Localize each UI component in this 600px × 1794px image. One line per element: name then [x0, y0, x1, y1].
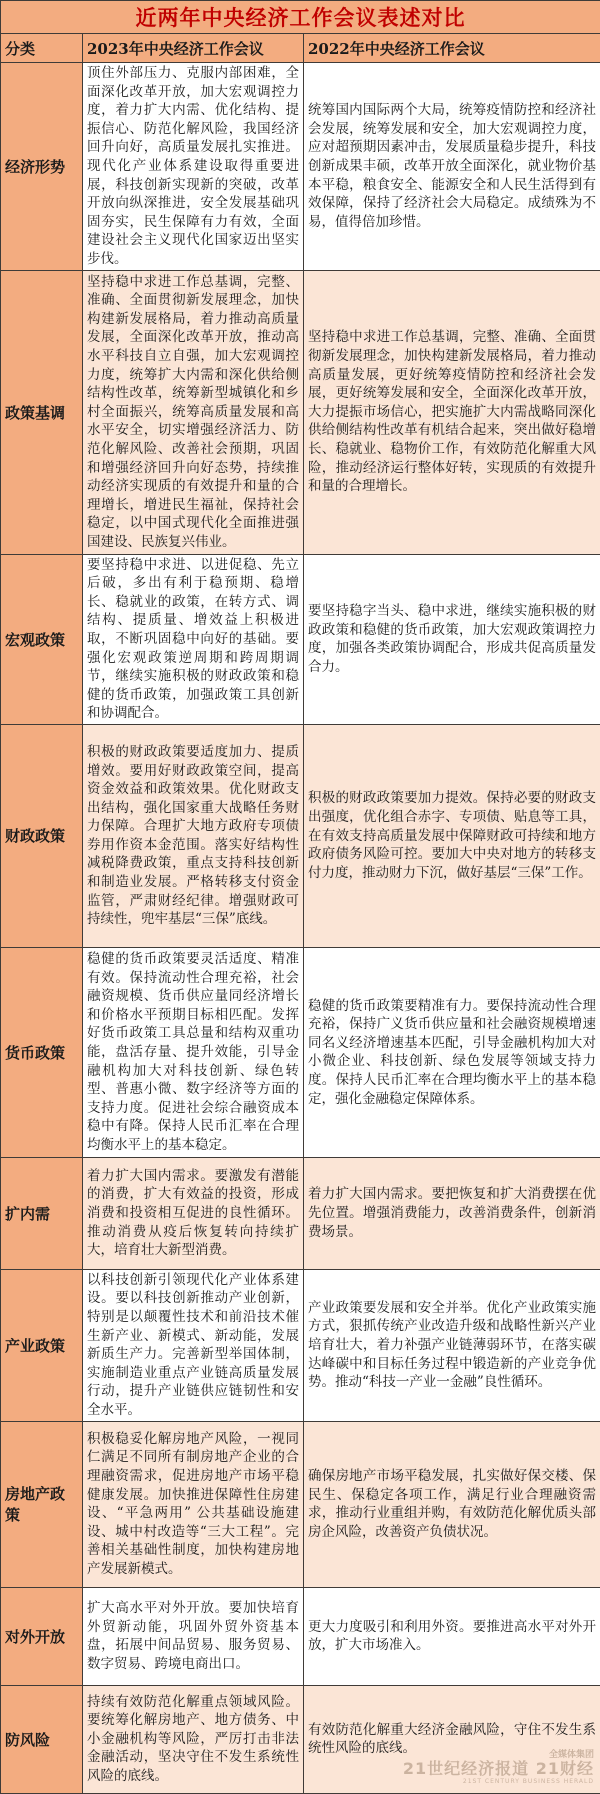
cell-fiscal-policy-2022: 积极的财政政策要加力提效。保持必要的财政支出强度，优化组合赤字、专项债、贴息等工具，在有效支持高质量发展中保障财政可持续和地方政府债务风险可控。要加大中央对地方的转移支付力度，推动财力下沉，做好基层“三保”工作。 — [304, 724, 600, 947]
watermark-brand: 21世纪经济报道 21财经 — [403, 1760, 594, 1778]
cell-macro-policy-2023: 要坚持稳中求进、以进促稳、先立后破，多出有利于稳预期、稳增长、稳就业的政策，在转方式、调结构、提质量、增效益上积极进取，不断巩固稳中向好的基础。要强化宏观政策逆周期和跨周期调节，继续实施积极的财政政策和稳健的货币政策，加强政策工具创新和协调配合。 — [83, 554, 304, 724]
header-category: 分类 — [1, 34, 83, 63]
category-economic-situation: 经济形势 — [1, 63, 83, 271]
category-opening-up: 对外开放 — [1, 1587, 83, 1685]
cell-industrial-policy-2023: 以科技创新引领现代化产业体系建设。要以科技创新推动产业创新，特别是以颠覆性技术和前沿技术催生新产业、新模式、新动能，发展新质生产力。完善新型举国体制，实施制造业重点产业链高质量发展行动，提升产业链供应链韧性和安全水平。 — [83, 1269, 304, 1421]
cell-policy-tone-2023: 坚持稳中求进工作总基调，完整、准确、全面贯彻新发展理念，加快构建新发展格局，着力推动高质量发展，全面深化改革开放，推动高水平科技自立自强，加大宏观调控力度，统筹扩大内需和深化供给侧结构性改革，统筹新型城镇化和乡村全面振兴，统筹高质量发展和高水平安全，切实增强经济活力、防范化解风险、改善社会预期，巩固和增强经济回升向好态势，持续推动经济实现质的有效提升和量的合理增长，增进民生福祉，保持社会稳定，以中国式现代化全面推进强国建设、民族复兴伟业。 — [83, 270, 304, 554]
category-real-estate-policy: 房地产政策 — [1, 1421, 83, 1587]
row-real-estate-policy — [1, 1421, 600, 1587]
cell-macro-policy-2022: 要坚持稳字当头、稳中求进，继续实施积极的财政政策和稳健的货币政策，加大宏观政策调控力度，加强各类政策协调配合，形成共促高质量发合力。 — [304, 554, 600, 724]
watermark-brand-english: 21ST CENTURY BUSINESS HERALD — [403, 1779, 594, 1786]
row-macro-policy — [1, 554, 600, 724]
cell-real-estate-policy-2023: 积极稳妥化解房地产风险，一视同仁满足不同所有制房地产企业的合理融资需求，促进房地产市场平稳健康发展。加快推进保障性住房建设、“平急两用” 公共基础设施建设、城中村改造等“三大工程”。完善相关基础性制度，加快构建房地产发展新模式。 — [83, 1421, 304, 1587]
category-macro-policy: 宏观政策 — [1, 554, 83, 724]
category-monetary-policy: 货币政策 — [1, 947, 83, 1157]
cell-industrial-policy-2022: 产业政策要发展和安全并举。优化产业政策实施方式，狠抓传统产业改造升级和战略性新兴产业培育壮大，着力补强产业链薄弱环节，在落实碳达峰碳中和目标任务过程中锻造新的产业竞争优势。推动“科技一产业一金融”良性循环。 — [304, 1269, 600, 1421]
cell-opening-up-2022: 更大力度吸引和利用外资。要推进高水平对外开放，扩大市场准入。 — [304, 1587, 600, 1685]
row-policy-tone — [1, 270, 600, 554]
header-2023: 2023年中央经济工作会议 — [83, 34, 304, 63]
watermark-group-label: 全媒体集团 — [403, 1750, 594, 1760]
category-industrial-policy: 产业政策 — [1, 1269, 83, 1421]
category-risk-prevention: 防风险 — [1, 1685, 83, 1793]
category-fiscal-policy: 财政政策 — [1, 724, 83, 947]
category-expand-domestic-demand: 扩内需 — [1, 1157, 83, 1269]
title-row — [1, 1, 600, 34]
row-monetary-policy — [1, 947, 600, 1157]
header-row — [1, 34, 600, 63]
cell-monetary-policy-2023: 稳健的货币政策要灵活适度、精准有效。保持流动性合理充裕，社会融资规模、货币供应量同经济增长和价格水平预期目标相匹配。发挥好货币政策工具总量和结构双重功能，盘活存量、提升效能，引导金融机构加大对科技创新、绿色转型、普惠小微、数字经济等方面的支持力度。促进社会综合融资成本稳中有降。保持人民币汇率在合理均衡水平上的基本稳定。 — [83, 947, 304, 1157]
page-title: 近两年中央经济工作会议表述对比 — [1, 1, 600, 34]
category-policy-tone: 政策基调 — [1, 270, 83, 554]
cell-economic-situation-2023: 顶住外部压力、克服内部困难，全面深化改革开放，加大宏观调控力度，着力扩大内需、优化结构、提振信心、防范化解风险，我国经济回升向好，高质量发展扎实推进。现代化产业体系建设取得重要进展，科技创新实现新的突破，改革开放向纵深推进，安全发展基础巩固夯实，民生保障有力有效，全面建设社会主义现代化国家迈出坚实步伐。 — [83, 63, 304, 271]
cell-monetary-policy-2022: 稳健的货币政策要精准有力。要保持流动性合理充裕，保持广义货币供应量和社会融资规模增速同名义经济增速基本匹配，引导金融机构加大对小微企业、科技创新、绿色发展等领域支持力度。保持人民币汇率在合理均衡水平上的基本稳定，强化金融稳定保障体系。 — [304, 947, 600, 1157]
cell-expand-domestic-demand-2022: 着力扩大国内需求。要把恢复和扩大消费摆在优先位置。增强消费能力，改善消费条件，创新消费场景。 — [304, 1157, 600, 1269]
cell-policy-tone-2022: 坚持稳中求进工作总基调，完整、准确、全面贯彻新发展理念，加快构建新发展格局，着力推动高质量发展，更好统筹疫情防控和经济社会发展，更好统筹发展和安全，全面深化改革开放，大力提振市场信心，把实施扩大内需战略同深化供给侧结构性改革有机结合起来，突出做好稳增长、稳就业、稳物价工作，有效防范化解重大风险，推动经济运行整体好转，实现质的有效提升和量的合理增长。 — [304, 270, 600, 554]
row-industrial-policy — [1, 1269, 600, 1421]
cell-expand-domestic-demand-2023: 着力扩大国内需求。要激发有潜能的消费，扩大有效益的投资，形成消费和投资相互促进的良性循环。推动消费从疫后恢复转向持续扩大，培育壮大新型消费。 — [83, 1157, 304, 1269]
cell-fiscal-policy-2023: 积极的财政政策要适度加力、提质增效。要用好财政政策空间，提高资金效益和政策效果。优化财政支出结构，强化国家重大战略任务财力保障。合理扩大地方政府专项债券用作资本金范围。落实好结构性减税降费政策，重点支持科技创新和制造业发展。严格转移支付资金监管，严肃财经纪律。增强财政可持续性，兜牢基层“三保”底线。 — [83, 724, 304, 947]
row-expand-domestic-demand — [1, 1157, 600, 1269]
cell-economic-situation-2022: 统筹国内国际两个大局，统筹疫情防控和经济社会发展，统筹发展和安全，加大宏观调控力度，应对超预期因素冲击，发展质量稳步提升，科技创新成果丰硕，改革开放全面深化，就业物价基本平稳，粮食安全、能源安全和人民生活得到有效保障，保持了经济社会大局稳定。成绩殊为不易，值得倍加珍惜。 — [304, 63, 600, 271]
cell-risk-prevention-2023: 持续有效防范化解重点领域风险。要统筹化解房地产、地方债务、中小金融机构等风险，严厉打击非法金融活动，坚决守住不发生系统性风险的底线。 — [83, 1685, 304, 1793]
row-fiscal-policy — [1, 724, 600, 947]
row-economic-situation — [1, 63, 600, 271]
row-opening-up — [1, 1587, 600, 1685]
row-risk-prevention — [1, 1685, 600, 1793]
cell-real-estate-policy-2022: 确保房地产市场平稳发展，扎实做好保交楼、保民生、保稳定各项工作，满足行业合理融资需求，推动行业重组并购，有效防范化解优质头部房企风险，改善资产负债状况。 — [304, 1421, 600, 1587]
header-2022: 2022年中央经济工作会议 — [304, 34, 600, 63]
cell-risk-prevention-2022: 有效防范化解重大经济金融风险，守住不发生系统性风险的底线。 — [304, 1685, 600, 1793]
cell-opening-up-2023: 扩大高水平对外开放。要加快培育外贸新动能，巩固外贸外资基本盘，拓展中间品贸易、服务贸易、数字贸易、跨境电商出口。 — [83, 1587, 304, 1685]
